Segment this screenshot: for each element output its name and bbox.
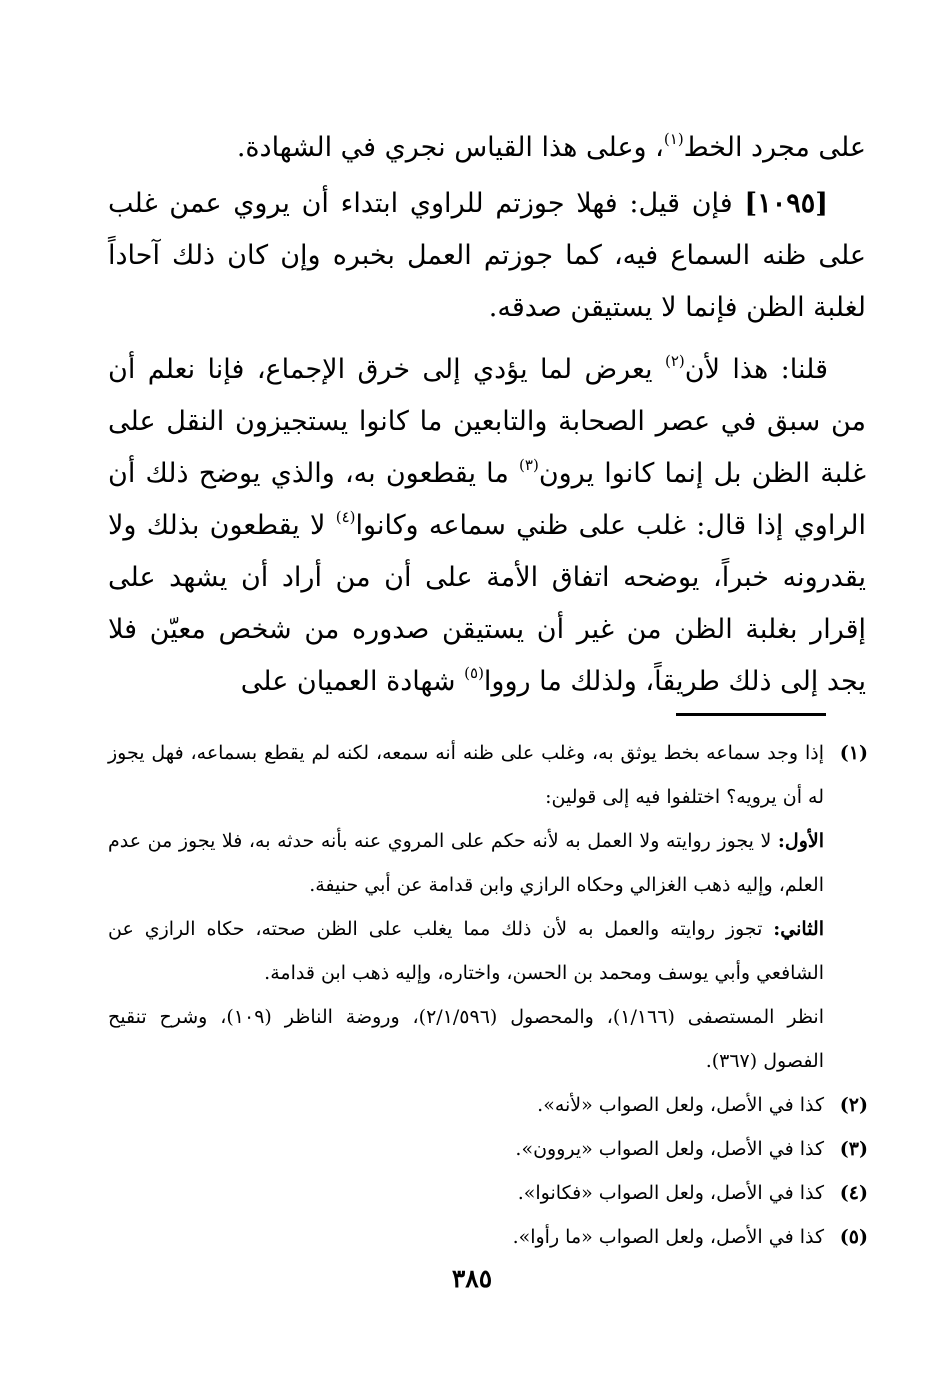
footnote-body: كذا في الأصل، ولعل الصواب «فكانوا».: [517, 1182, 824, 1204]
footnote-references: انظر المستصفى (١/١٦٦)، والمحصول (٢/١/٥٩٦)، وروضة الناظر (١٠٩)، وشرح تنقيح الفصول (٣٦٧).: [108, 1006, 824, 1072]
paragraph-number: [١٠٩٥]: [744, 188, 828, 219]
footnote-text: إذا وجد سماعه بخط يوثق به، وغلب على ظنه أنه سمعه، لكنه لم يقطع بسماعه، فهل يجوز له أن يرويه؟ اختلفوا فيه إلى قولين:: [108, 742, 824, 808]
text-span: ما يقطعون به، والذي يوضح ذلك أن الراوي إذا قال: غلب على ظني سماعه وكانوا: [108, 458, 866, 541]
text-span: يعرض لما يؤدي إلى خرق الإجماع، فإنا نعلم أن من سبق في عصر الصحابة والتابعين ما كانوا يستجيزون النقل على غلبة الظن بل إنما كانوا يرون: [108, 354, 866, 489]
opinion-label: الأول:: [777, 830, 825, 852]
page-number: ٣٨٥: [451, 1264, 493, 1293]
footnote-opinion-second: [108, 907, 824, 995]
footnote-ref: (٤): [335, 508, 356, 526]
opinion-text: لا يجوز روايته ولا العمل به لأنه حكم على المروي عنه بأنه حدثه به، فلا يجوز من عدم العلم، وإليه ذهب الغزالي وحكاه الرازي وابن قدامة عن أبي حنيفة.: [108, 830, 824, 896]
text-span: قلنا: هذا لأن: [684, 354, 828, 385]
footnote-number: (٥): [839, 1226, 868, 1248]
footnote-2: [108, 1083, 868, 1127]
footnotes: [108, 731, 868, 1259]
footnote-body: [108, 731, 824, 1083]
footnote-number: (١): [839, 742, 868, 764]
footnote-1: [108, 731, 868, 1083]
text-span: شهادة العميان على: [240, 666, 465, 697]
footnote-ref: (٥): [464, 664, 484, 682]
text-span: فإن قيل: فهلا جوزتم للراوي ابتداء أن يروي عمن غلب على ظنه السماع فيه، كما جوزتم العمل بخبره وإن كان ذلك آحاداً لغلبة الظن فإنما لا يستيقن صدقه.: [108, 188, 866, 323]
paragraph-answer: [108, 344, 866, 708]
paragraph-continuation: [108, 122, 866, 174]
footnote-ref: (٢): [664, 352, 685, 370]
footnote-ref: (٣): [519, 456, 539, 474]
text-span: على مجرد الخط: [683, 132, 866, 163]
main-text: [108, 122, 866, 708]
footnote-number: (٤): [839, 1182, 868, 1204]
footnote-body: كذا في الأصل، ولعل الصواب «يروون».: [515, 1138, 824, 1160]
footnote-3: [108, 1127, 868, 1171]
footnote-5: [108, 1215, 868, 1259]
footnote-separator: [676, 713, 826, 716]
footnote-number: (٣): [839, 1138, 868, 1160]
opinion-label: الثاني:: [773, 918, 824, 940]
opinion-text: تجوز روايته والعمل به لأن ذلك مما يغلب على الظن صحته، حكاه الرازي عن الشافعي وأبي يوسف ومحمد بن الحسن، واختاره، وإليه ذهب ابن قدامة.: [108, 918, 824, 984]
footnote-ref: (١): [663, 130, 684, 148]
paragraph-1095: [108, 178, 866, 334]
footnote-body: كذا في الأصل، ولعل الصواب «لأنه».: [537, 1094, 824, 1116]
footnote-body: كذا في الأصل، ولعل الصواب «ما رأوا».: [512, 1226, 824, 1248]
text-span: لا يقطعون بذلك ولا يقدرونه خبراً، يوضحه اتفاق الأمة على أن من أراد أن يشهد على إقرار بغلبة الظن من غير أن يستيقن صدوره من شخص معيّن فلا يجد إلى ذلك طريقاً، ولذلك ما رووا: [108, 510, 866, 697]
footnote-4: [108, 1171, 868, 1215]
text-span: ، وعلى هذا القياس نجري في الشهادة.: [236, 132, 664, 163]
footnote-opinion-first: [108, 819, 824, 907]
footnote-number: (٢): [839, 1094, 868, 1116]
